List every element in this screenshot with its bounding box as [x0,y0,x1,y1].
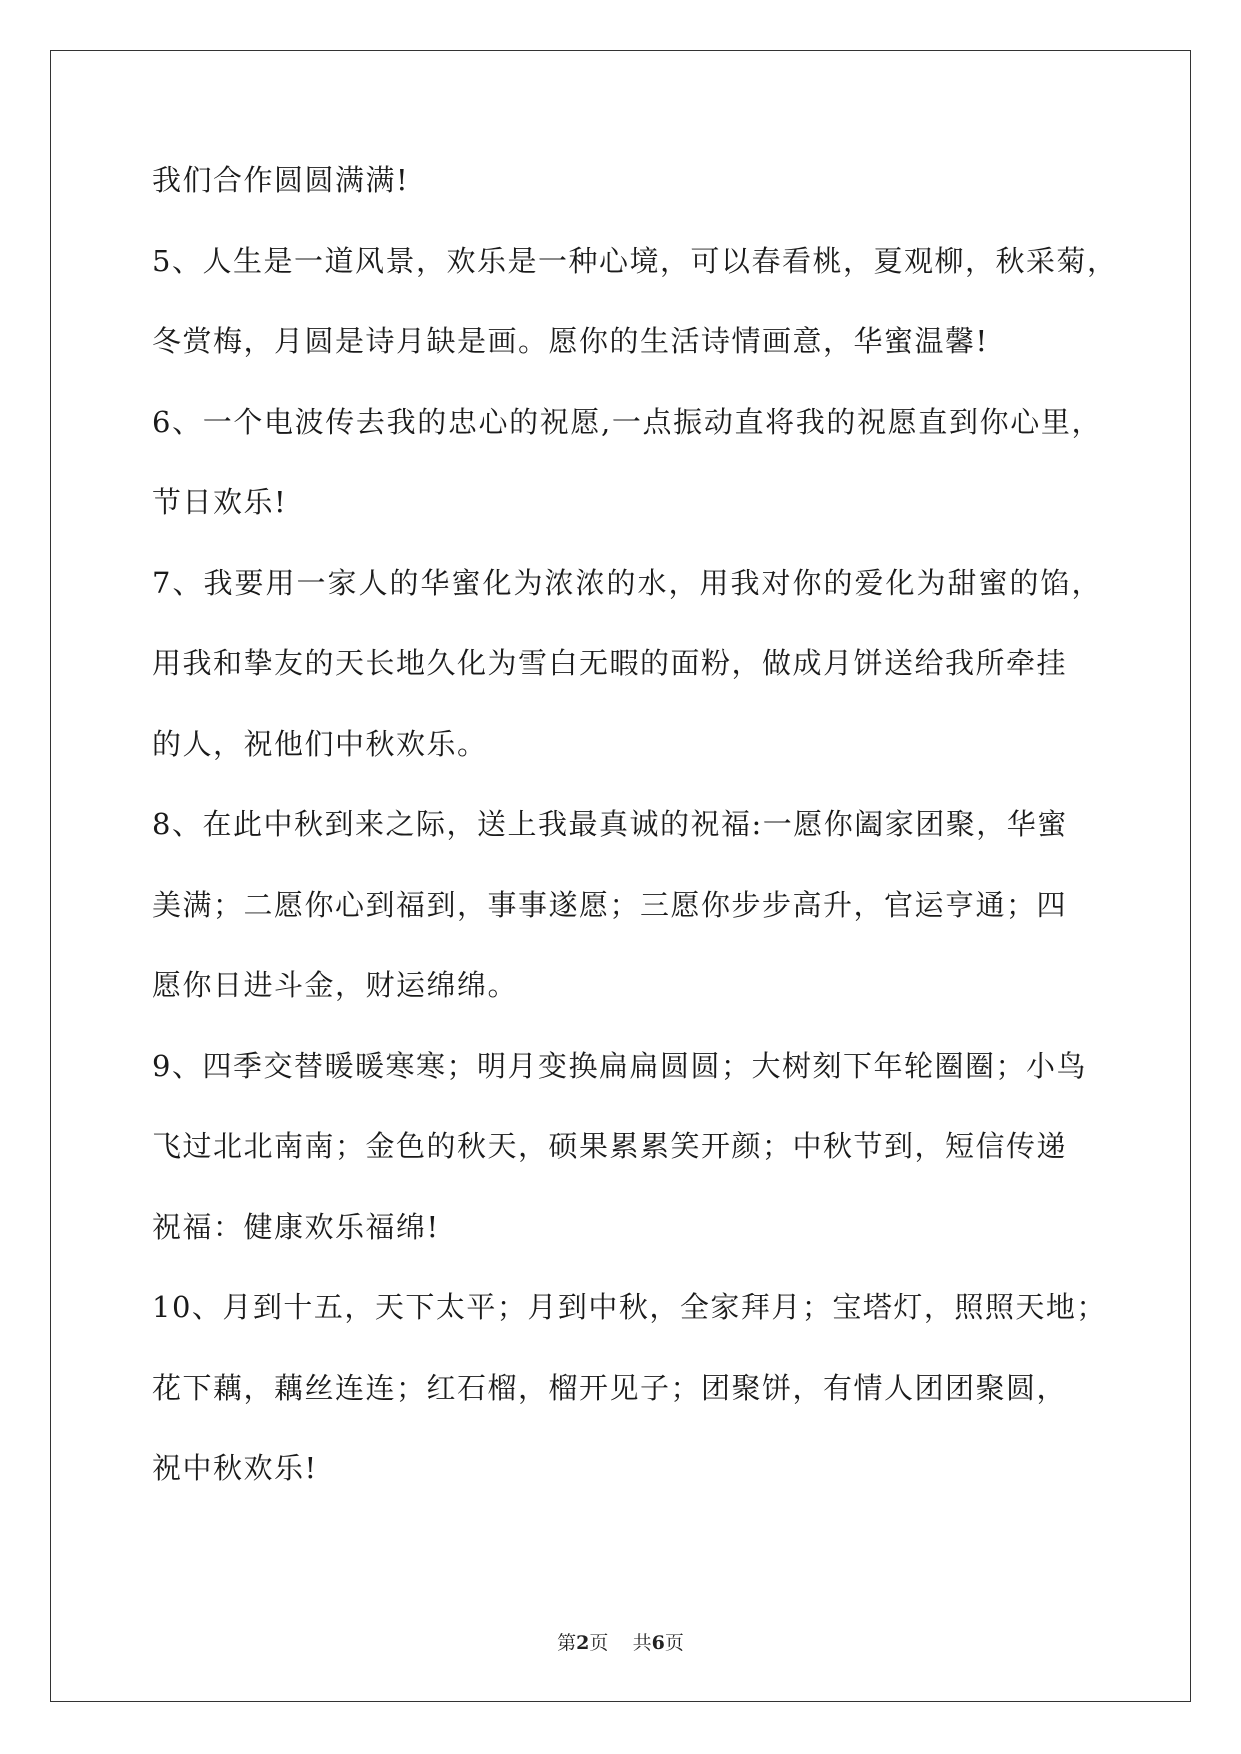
text-line: 愿你日进斗金，财运绵绵。 [152,968,519,1002]
text-line: 节日欢乐! [152,485,288,519]
text-line: 6、一个电波传去我的忠心的祝愿,一点振动直将我的祝愿直到你心里， [152,404,1102,439]
page-footer [0,1628,1241,1655]
page-number-current: 2 [576,1632,590,1654]
text-line: 祝福：健康欢乐福绵! [152,1209,440,1244]
text-line: 用我和挚友的天长地久化为雪白无暇的面粉，做成月饼送给我所牵挂 [152,646,1068,680]
document-body [152,160,1118,1529]
text-line: 8、在此中秋到来之际，送上我最真诚的祝福:一愿你阖家团聚，华蜜 [152,807,1068,841]
page-total-count: 6 [651,1632,665,1654]
page-total-prefix: 共 [632,1632,652,1654]
text-line: 9、四季交替暖暖寒寒；明月变换扁扁圆圆；大树刻下年轮圈圈；小鸟 [152,1048,1087,1083]
text-line: 的人，祝他们中秋欢乐。 [152,726,488,761]
text-line: 10、月到十五，天下太平；月到中秋，全家拜月；宝塔灯，照照天地； [152,1290,1107,1324]
page-total-suffix: 页 [664,1632,684,1654]
text-line: 美满；二愿你心到福到，事事遂愿；三愿你步步高升，官运亨通；四 [152,887,1068,922]
text-line: 祝中秋欢乐! [152,1451,318,1485]
text-line: 花下藕，藕丝连连；红石榴，榴开见子；团聚饼，有情人团团聚圆， [152,1370,1068,1405]
page-number-suffix: 页 [589,1632,609,1654]
text-line: 飞过北北南南；金色的秋天，硕果累累笑开颜；中秋节到，短信传递 [152,1129,1068,1163]
text-line: 冬赏梅，月圆是诗月缺是画。愿你的生活诗情画意，华蜜温馨! [152,324,989,358]
text-line: 5、人生是一道风景，欢乐是一种心境，可以春看桃，夏观柳，秋采菊， [152,243,1118,278]
text-line: 7、我要用一家人的华蜜化为浓浓的水，用我对你的爱化为甜蜜的馅， [152,565,1102,600]
page-number-prefix: 第 [557,1632,577,1654]
text-line: 我们合作圆圆满满! [152,163,410,197]
